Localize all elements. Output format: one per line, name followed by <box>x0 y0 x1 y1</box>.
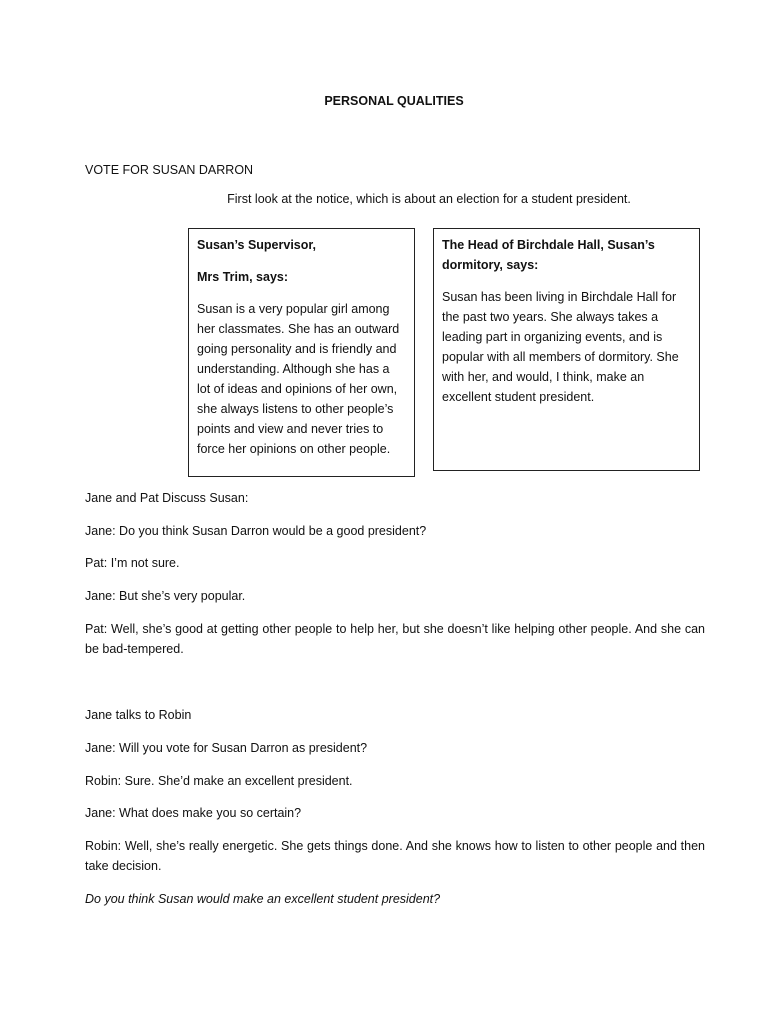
page-title: PERSONAL QUALITIES <box>324 94 464 108</box>
dialogue-line: Pat: I’m not sure. <box>85 556 180 570</box>
section2-heading: Jane talks to Robin <box>85 708 192 722</box>
dialogue-line: Pat: Well, she’s good at getting other people to help her, but she doesn’t like helping other people. And she can be bad-tempered. <box>85 622 705 656</box>
notice-heading: VOTE FOR SUSAN DARRON <box>85 163 254 177</box>
supervisor-heading: Susan’s Supervisor, <box>197 238 317 252</box>
head-of-hall-quote: Susan has been living in Birchdale Hall for the past two years. She always takes a leading part in organizing events, and is popular with all members of dormitory. She with her, and would, I think, make an excellent student president. <box>442 290 679 404</box>
intro-text: First look at the notice, which is about an election for a student president. <box>227 192 631 206</box>
head-of-hall-box <box>433 228 700 471</box>
dialogue-line: Robin: Sure. She’d make an excellent president. <box>85 774 353 788</box>
supervisor-box <box>188 228 415 477</box>
head-of-hall-heading: The Head of Birchdale Hall, Susan’s dormitory, says: <box>442 238 655 272</box>
dialogue-line: Jane: What does make you so certain? <box>85 806 302 820</box>
dialogue-line: Robin: Well, she’s really energetic. She gets things done. And she knows how to listen to other people and then take decision. <box>85 839 705 873</box>
section1-heading: Jane and Pat Discuss Susan: <box>85 491 249 505</box>
dialogue-line: Jane: But she’s very popular. <box>85 589 246 603</box>
discussion-question: Do you think Susan would make an excellent student president? <box>85 892 441 906</box>
dialogue-line: Jane: Will you vote for Susan Darron as president? <box>85 741 368 755</box>
supervisor-name: Mrs Trim, says: <box>197 270 289 284</box>
dialogue-line: Jane: Do you think Susan Darron would be a good president? <box>85 524 427 538</box>
supervisor-quote: Susan is a very popular girl among her classmates. She has an outward going personality and is friendly and understanding. Although she has a lot of ideas and opinions of her own, she always listens to other people’s points and view and never tries to force her opinions on other people. <box>197 302 400 456</box>
